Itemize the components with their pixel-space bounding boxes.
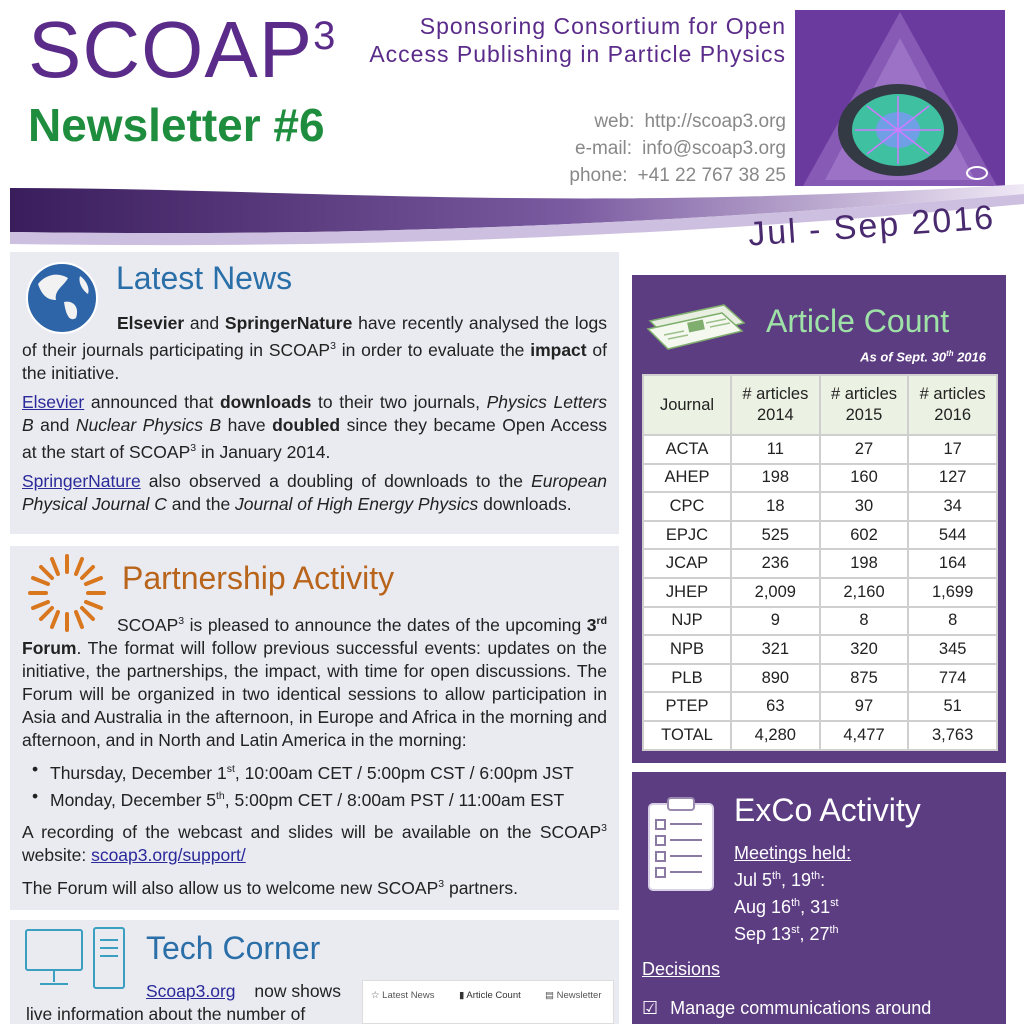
partnership-paragraph-3: The Forum will also allow us to welcome new SCOAP$^3$ partners. [22, 878, 519, 899]
count-cell: 2,160 [820, 578, 909, 607]
journal-cell: JHEP [643, 578, 731, 607]
article-count-title: Article Count [766, 303, 950, 339]
list-item: • Thursday, December 1st, 10:00am CET / 5:00pm CST / 6:00pm JST [28, 758, 607, 785]
count-cell: 8 [908, 607, 997, 636]
table-row [643, 492, 997, 521]
consortium-name: Sponsoring Consortium for Open Access Publishing in Particle Physics [369, 13, 786, 67]
count-cell: 160 [820, 464, 909, 493]
count-cell: 321 [731, 635, 820, 664]
meeting-row-jul: Jul 5th, 19th: [734, 870, 826, 890]
count-cell: 525 [731, 521, 820, 550]
news-paragraph-1: Elsevier and SpringerNature have recently analysed the logs of their journals participating in SCOAP$^3$ in order to evaluate the impact of the initiative. [22, 313, 607, 383]
article-count-date: As of Sept. 30th 2016 [860, 349, 986, 365]
count-cell: 1,699 [908, 578, 997, 607]
list-item: • Monday, December 5th, 5:00pm CET / 8:00am PST / 11:00am EST [28, 785, 607, 812]
website-tabs-screenshot [362, 980, 614, 1024]
journal-cell: EPJC [643, 521, 731, 550]
decisions-label: Decisions [642, 959, 721, 979]
meetings-label: Meetings held: [734, 843, 852, 863]
checkbox-icon: ☑ [642, 998, 659, 1018]
count-cell: 127 [908, 464, 997, 493]
count-cell: 4,477 [820, 721, 909, 750]
tech-text: live information about the number of [26, 1004, 306, 1024]
column-header-journal: Journal [643, 375, 731, 435]
decision-item: ☑ Manage communications around [642, 998, 932, 1018]
tech-corner-panel: Tech Corner Scoap3.org now shows live information about the number of [10, 920, 619, 1024]
contact-info [500, 108, 786, 189]
count-cell: 30 [820, 492, 909, 521]
tab-article-count[interactable]: ▮ Article Count [459, 990, 521, 1001]
star-icon: ☆ [371, 990, 380, 1001]
web-link[interactable]: http://scoap3.org [644, 111, 786, 132]
table-row [643, 549, 997, 578]
article-count-table [642, 374, 998, 751]
bar-chart-icon: ▮ [459, 990, 465, 1001]
table-row [643, 664, 997, 693]
document-icon: ▤ [545, 990, 554, 1001]
newspaper-icon [644, 299, 748, 353]
count-cell: 890 [731, 664, 820, 693]
exco-title: ExCo Activity [734, 792, 921, 828]
scoap3-logo [795, 10, 1005, 186]
count-cell: 34 [908, 492, 997, 521]
partnership-paragraph-2: A recording of the webcast and slides will be available on the SCOAP$^3$ website: scoap3.org/support/ [22, 822, 607, 866]
column-header-2014: # articles 2014 [731, 375, 820, 435]
contact-web: web: http://scoap3.org [500, 108, 786, 135]
count-cell: 774 [908, 664, 997, 693]
contact-phone: phone: +41 22 767 38 25 [569, 165, 786, 186]
count-cell: 2,009 [731, 578, 820, 607]
count-cell: 27 [820, 435, 909, 464]
count-cell: 198 [731, 464, 820, 493]
latest-news-panel [10, 252, 619, 534]
journal-cell: NPB [643, 635, 731, 664]
springernature-link[interactable]: SpringerNature [22, 470, 141, 491]
elsevier-link[interactable]: Elsevier [22, 391, 85, 412]
count-cell: 51 [908, 692, 997, 721]
computer-icon [22, 924, 132, 996]
meetings-held [734, 842, 851, 946]
count-cell: 198 [820, 549, 909, 578]
count-cell: 17 [908, 435, 997, 464]
count-cell: 63 [731, 692, 820, 721]
tech-corner-title: Tech Corner [146, 930, 321, 966]
journal-cell: CPC [643, 492, 731, 521]
journal-cell: TOTAL [643, 721, 731, 750]
count-cell: 236 [731, 549, 820, 578]
column-header-2015: # articles 2015 [820, 375, 909, 435]
email-link[interactable]: info@scoap3.org [642, 138, 786, 159]
count-cell: 8 [820, 607, 909, 636]
count-cell: 11 [731, 435, 820, 464]
count-cell: 602 [820, 521, 909, 550]
journal-cell: PLB [643, 664, 731, 693]
count-cell: 4,280 [731, 721, 820, 750]
forum-sessions-list [28, 758, 607, 812]
table-row [643, 721, 997, 750]
count-cell: 97 [820, 692, 909, 721]
count-cell: 9 [731, 607, 820, 636]
meeting-row-aug: Aug 16th, 31st [734, 897, 839, 917]
table-header-row [643, 375, 997, 435]
table-row [643, 578, 997, 607]
journal-cell: JCAP [643, 549, 731, 578]
journal-cell: AHEP [643, 464, 731, 493]
tab-newsletter[interactable]: ▤ Newsletter [545, 990, 602, 1001]
table-row [643, 464, 997, 493]
meeting-row-sep: Sep 13st, 27th [734, 924, 839, 944]
count-cell: 320 [820, 635, 909, 664]
partnership-panel [10, 546, 619, 910]
table-row [643, 435, 997, 464]
support-link[interactable]: scoap3.org/support/ [91, 845, 246, 866]
count-cell: 18 [731, 492, 820, 521]
journal-cell: ACTA [643, 435, 731, 464]
count-cell: 345 [908, 635, 997, 664]
latest-news-title: Latest News [116, 260, 293, 296]
news-paragraph-3: SpringerNature also observed a doubling of downloads to the European Physical Journal C and the Journal of High Energy Physics downloads. [22, 470, 607, 514]
count-cell: 875 [820, 664, 909, 693]
count-cell: 3,763 [908, 721, 997, 750]
contact-email: e-mail: info@scoap3.org [500, 135, 786, 162]
news-paragraph-2: Elsevier announced that downloads to their two journals, Physics Letters B and Nuclear Physics B have doubled since they became Open Access at the start of SCOAP$^3$ in January 2014. [22, 391, 608, 462]
table-row [643, 692, 997, 721]
journal-cell: PTEP [643, 692, 731, 721]
tab-latest-news[interactable]: ☆ Latest News [371, 990, 435, 1001]
partnership-paragraph-1: SCOAP$^3$ is pleased to announce the dates of the upcoming 3rd Forum. The format will follow previous successful events: updates on the initiative, the partnerships, the impact, with time for open discussions. The Forum will be organized in two identical sessions to allow participation in Asia and Australia in the afternoon, in Europe and Africa in the morning and afternoon, and in North and Latin America in the morning: [22, 614, 607, 750]
clipboard-checklist-icon [646, 796, 716, 892]
brand-title: SCOAP$^3$ [28, 5, 337, 94]
count-cell: 164 [908, 549, 997, 578]
table-row [643, 607, 997, 636]
newsletter-issue: Newsletter #6 [28, 99, 325, 151]
table-row [643, 521, 997, 550]
scoap3-link[interactable]: Scoap3.org [146, 981, 236, 1001]
table-row [643, 635, 997, 664]
count-cell: 544 [908, 521, 997, 550]
column-header-2016: # articles 2016 [908, 375, 997, 435]
journal-cell: NJP [643, 607, 731, 636]
article-count-rows [643, 435, 997, 750]
partnership-title: Partnership Activity [122, 560, 395, 596]
issue-period: Jul - Sep 2016 [746, 198, 997, 254]
